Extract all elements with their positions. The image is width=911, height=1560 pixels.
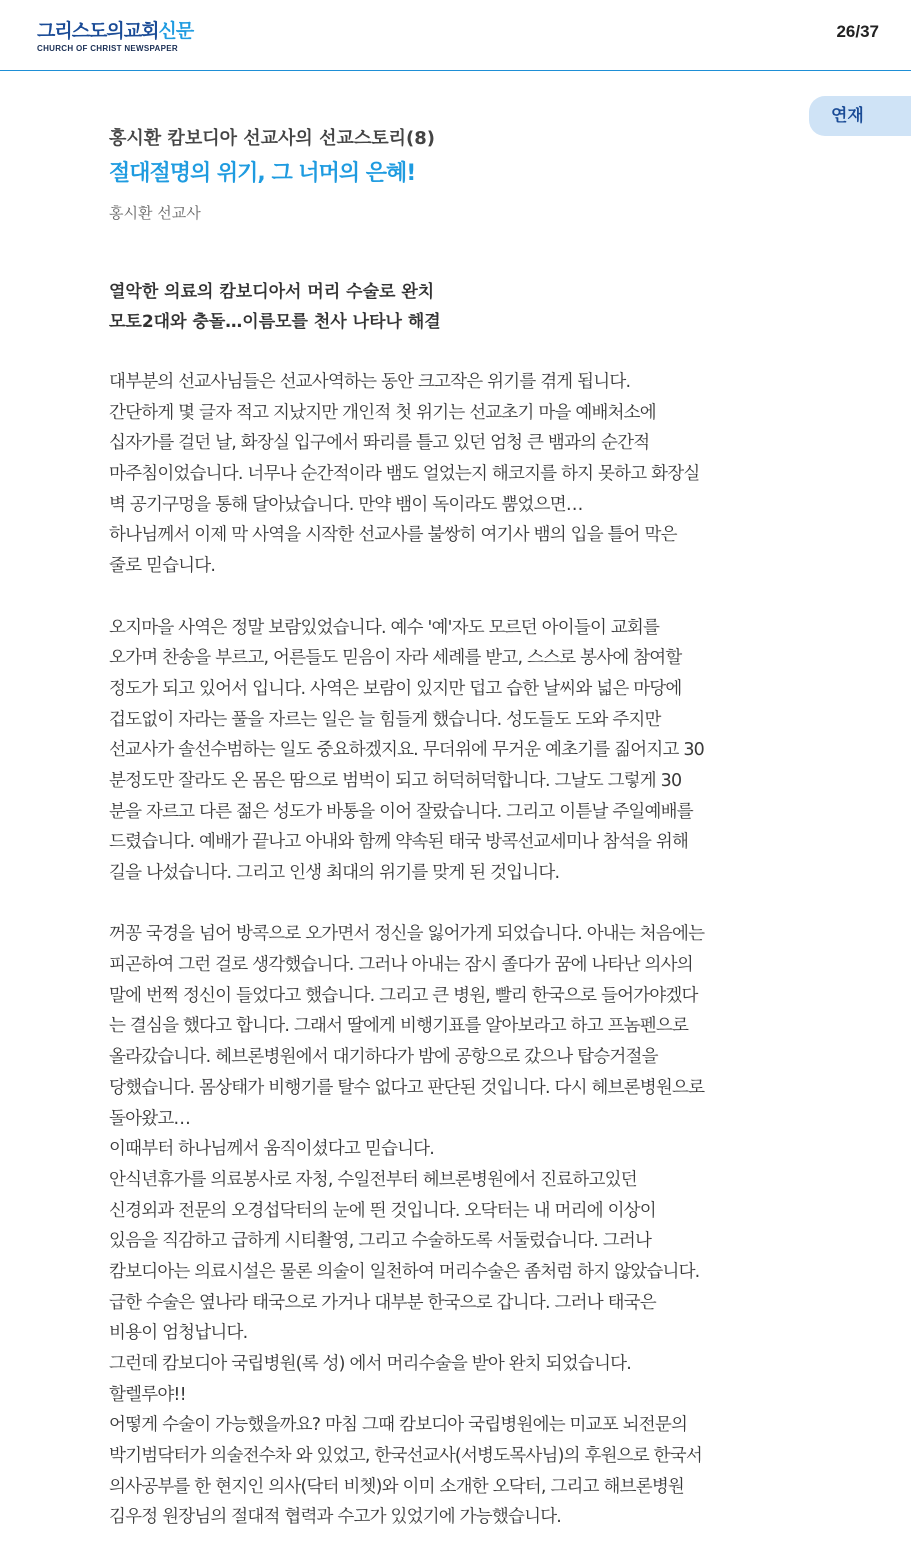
paragraph-line: 신경외과 전문의 오경섭닥터의 눈에 띈 것입니다. 오닥터는 내 머리에 이상이 (109, 1200, 656, 1221)
paragraph-line: 돌아왔고… (109, 1108, 191, 1129)
paragraph-line: 간단하게 몇 글자 적고 지났지만 개인적 첫 위기는 선교초기 마을 예배처소에 (109, 402, 656, 423)
paragraph-line: 어떻게 수술이 가능했을까요? 마침 그때 캄보디아 국립병원에는 미교포 뇌전문의 (109, 1415, 688, 1436)
paragraph (109, 919, 809, 1533)
article-body (109, 367, 809, 1533)
paragraph-line: 박기범닥터가 의술전수차 와 있었고, 한국선교사(서병도목사님)의 후원으로 한국서 (109, 1446, 702, 1467)
paragraph-line: 분정도만 잘라도 온 몸은 땀으로 범벅이 되고 허덕허덕합니다. 그날도 그렇게 30 (109, 770, 682, 791)
page-header (0, 0, 911, 71)
paragraph-line: 겁도없이 자라는 풀을 자르는 일은 늘 힘들게 했습니다. 성도들도 도와 주지만 (109, 709, 661, 730)
series-title: 홍시환 캄보디아 선교사의 선교스토리(8) (109, 128, 435, 149)
paragraph-line: 안식년휴가를 의료봉사로 자청, 수일전부터 헤브론병원에서 진료하고있던 (109, 1169, 637, 1190)
paragraph-line: 이때부터 하나님께서 움직이셨다고 믿습니다. (109, 1139, 435, 1160)
paragraph-line: 드렸습니다. 예배가 끝나고 아내와 함께 약속된 태국 방콕선교세미나 참석을 위해 (109, 832, 689, 853)
paragraph-line: 오지마을 사역은 정말 보람있었습니다. 예수 '예'자도 모르던 아이들이 교회를 (109, 617, 660, 638)
paragraph-line: 있음을 직감하고 급하게 시티촬영, 그리고 수술하도록 서둘렀습니다. 그러나 (109, 1231, 652, 1252)
logo-english: CHURCH OF CHRIST NEWSPAPER (37, 44, 178, 53)
article-lead (109, 277, 441, 337)
logo-korean (37, 20, 193, 42)
paragraph-line: 꺼꽁 국경을 넘어 방콕으로 오가면서 정신을 잃어가게 되었습니다. 아내는 처음에는 (109, 924, 705, 945)
paragraph-line: 줄로 믿습니다. (109, 556, 216, 577)
paragraph-gap (109, 582, 809, 613)
paragraph-line: 그런데 캄보디아 국립병원(록 성) 에서 머리수술을 받아 완치 되었습니다. (109, 1354, 631, 1374)
paragraph-gap (109, 889, 809, 920)
paragraph-line: 길을 나섰습니다. 그리고 인생 최대의 위기를 맞게 된 것입니다. (109, 863, 560, 883)
article-author: 홍시환 선교사 (109, 204, 201, 222)
paragraph-line: 올라갔습니다. 헤브론병원에서 대기하다가 밤에 공항으로 갔으나 탑승거절을 (109, 1047, 658, 1068)
paragraph-line: 오가며 찬송을 부르고, 어른들도 믿음이 자라 세례를 받고, 스스로 봉사에 참여할 (109, 648, 682, 669)
paragraph-line: 분을 자르고 다른 젊은 성도가 바통을 이어 잘랐습니다. 그리고 이튿날 주일예배를 (109, 801, 693, 822)
lead-line: 모토2대와 충돌…이름모를 천사 나타나 해결 (109, 312, 441, 332)
lead-line: 열악한 의료의 캄보디아서 머리 수술로 완치 (109, 282, 435, 302)
paragraph-line: 정도가 되고 있어서 입니다. 사역은 보람이 있지만 덥고 습한 날씨와 넓은 마당에 (109, 678, 682, 699)
paragraph-line: 선교사가 솔선수범하는 일도 중요하겠지요. 무더위에 무거운 예초기를 짊어지고 30 (109, 740, 704, 761)
paragraph-line: 하나님께서 이제 막 사역을 시작한 선교사를 불쌍히 여기사 뱀의 입을 틀어 막은 (109, 525, 677, 546)
paragraph-line: 급한 수술은 옆나라 태국으로 가거나 대부분 한국으로 갑니다. 그러나 태국은 (109, 1292, 656, 1313)
paragraph-line: 비용이 엄청납니다. (109, 1323, 248, 1344)
paragraph-line: 피곤하여 그런 걸로 생각했습니다. 그러나 아내는 잠시 졸다가 꿈에 나타난 의사의 (109, 955, 693, 976)
paragraph-line: 마주침이었습니다. 너무나 순간적이라 뱀도 얼었는지 해코지를 하지 못하고 화장실 (109, 464, 700, 485)
paragraph-line: 캄보디아는 의료시설은 물론 의술이 일천하여 머리수술은 좀처럼 하지 않았습니다. (109, 1261, 700, 1282)
paragraph-line: 십자가를 걸던 날, 화장실 입구에서 똬리를 틀고 있던 엄청 큰 뱀과의 순간적 (109, 433, 650, 454)
paragraph-line: 말에 번쩍 정신이 들었다고 했습니다. 그리고 큰 병원, 빨리 한국으로 들어가야겠다 (109, 985, 698, 1006)
paragraph (109, 613, 809, 889)
newspaper-logo[interactable] (37, 20, 193, 53)
paragraph-line: 김우정 원장님의 절대적 협력과 수고가 있었기에 가능했습니다. (109, 1507, 562, 1528)
paragraph-line: 할렐루야!! (109, 1384, 186, 1405)
paragraph-line: 대부분의 선교사님들은 선교사역하는 동안 크고작은 위기를 겪게 됩니다. (109, 372, 631, 392)
article-title: 절대절명의 위기, 그 너머의 은혜! (109, 161, 416, 186)
paragraph-line: 는 결심을 했다고 합니다. 그래서 딸에게 비행기표를 알아보라고 하고 프놈펜으로 (109, 1016, 689, 1037)
logo-korean-suffix: 신문 (158, 20, 194, 42)
page-number: 26/37 (836, 22, 879, 41)
logo-korean-prefix: 그리스도의교회 (37, 20, 159, 42)
paragraph-line: 당했습니다. 몸상태가 비행기를 탈수 없다고 판단된 것입니다. 다시 헤브론병원으로 (109, 1077, 705, 1098)
paragraph-line: 의사공부를 한 현지인 의사(닥터 비쳇)와 이미 소개한 오닥터, 그리고 해브론병원 (109, 1476, 685, 1497)
paragraph-line: 벽 공기구멍을 통해 달아났습니다. 만약 뱀이 독이라도 뿜었으면… (109, 494, 583, 515)
series-badge: 연재 (809, 96, 911, 136)
paragraph (109, 367, 809, 582)
